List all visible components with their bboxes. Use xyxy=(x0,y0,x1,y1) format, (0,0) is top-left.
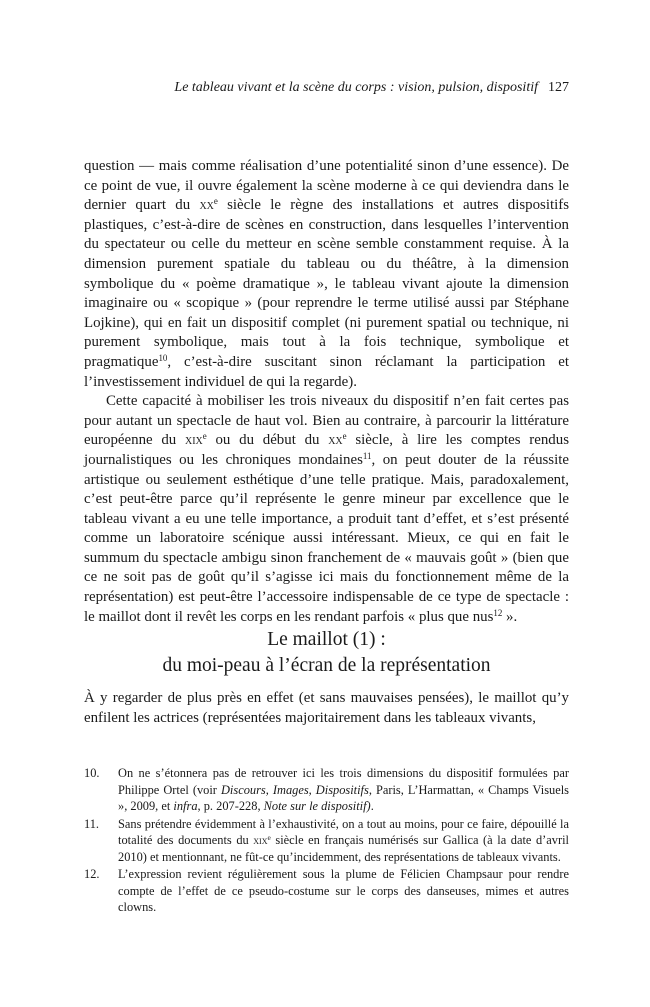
paragraph-2-text-e: ». xyxy=(502,608,518,625)
century-superscript: e xyxy=(213,196,218,207)
paragraph-1-text-a: question — mais comme réalisation d’une potentialité sinon d’une essence). De ce point de vue, il ouvre également la scène moderne à ce qui deviendra dans le dernier quart du xyxy=(84,158,569,214)
footnote-10-text-a: On ne s’étonnera pas de retrouver ici les trois dimensions du dispositif formulées par Philippe Ortel (voir xyxy=(118,766,569,797)
section-heading xyxy=(84,627,569,679)
footnote-10-book-title: Discours, Images, Dispositifs xyxy=(220,782,369,797)
footnote-10-year: 2009 xyxy=(130,799,156,813)
section-body xyxy=(84,689,569,728)
paragraph-2-text-b: ou du début du xyxy=(206,432,329,449)
paragraph-1-text-b: siècle le règne des installations et autres dispositifs plastiques, c’est-à-dire de scènes en construction, dans lesquelles l’intervention du spectateur ou celle du metteur en scène semble constamment requise. À la dimension purement spatiale du tableau ou du théâtre, à la dimension symbolique du « poème dramatique », le tableau vivant ajoute la dimension imaginaire ou « scopique » (pour reprendre le terme utilisé aussi par Stéphane Lojkine), qui en fait un dispositif complet (ni purement spatial ou technique, ni purement symbolique, mais tout à la fois technique, symbolique et pragmatique xyxy=(84,197,569,370)
footnote-number: 10. xyxy=(84,766,100,780)
footnote-10-text-c: , et xyxy=(155,799,174,813)
century-superscript: e xyxy=(267,832,271,842)
footnote-10-text-e: , xyxy=(257,799,264,813)
paragraph-2 xyxy=(84,392,569,627)
section-heading-line-1: Le maillot (1) : xyxy=(267,629,386,650)
footnotes xyxy=(84,765,569,917)
footnote-text xyxy=(118,816,569,866)
footnote-11-text-c: ) et mentionnant, ne fût-ce qu’incidemment, des représentations de tableaux vivants. xyxy=(142,849,561,864)
section-heading-line-2: du moi-peau à l’écran de la représentation xyxy=(162,655,491,676)
footnote-10-note-title: Note sur le dispositif) xyxy=(263,799,371,813)
footnote-10 xyxy=(84,765,569,815)
footnote-10-text-f: . xyxy=(370,799,374,813)
footnote-11-text-b: siècle en français numérisés sur Gallica (à la date d’avril xyxy=(270,833,569,847)
paragraph-3: À y regarder de plus près en effet (et sans mauvaises pensées), le maillot qu’y enfilent les actrices (représentées majoritairement dans les tableaux vivants, xyxy=(84,690,569,726)
century-numeral: xix xyxy=(253,833,268,847)
paragraph-2-text-d: , on peut douter de la réussite artistique ou seulement esthétique d’une telle pratique. Mais, paradoxalement, c’est peut-être parce qu’il représente le genre mineur par excellence que le tableau vivant a eu une telle importance, a produit tant d’effet, et s’est présenté comme un laboratoire scénique aussi intéressant. Mieux, ce qui en fait le summum du spectacle ambigu sinon franchement de « mauvais goût » (bien que ce ne soit pas de goût qu’il s’agisse ici mais du fonctionnement même de la représentation) est peut-être l’accessoire indispensable de ce type de spectacle : le maillot dont il revêt les corps en les rendant parfois « plus que nus xyxy=(84,451,569,625)
footnote-ref-12[interactable]: 12 xyxy=(493,607,503,618)
footnote-10-text-d: , p. xyxy=(197,799,217,813)
footnote-ref-11[interactable]: 11 xyxy=(362,451,372,461)
footnote-ref-10[interactable]: 10 xyxy=(158,353,168,364)
footnote-10-text-b: , Paris, L’Harmattan, « Champs Visuels », xyxy=(118,782,569,813)
main-text xyxy=(84,157,569,627)
footnote-11-year: 2010 xyxy=(118,849,143,864)
footnote-10-infra: infra xyxy=(173,799,198,813)
paragraph-1 xyxy=(84,157,569,392)
page-number: 127 xyxy=(548,80,569,95)
century-superscript: e xyxy=(342,431,347,442)
footnote-10-pages: 207-228 xyxy=(216,799,258,813)
footnote-text: L’expression revient régulièrement sous la plume de Félicien Champsaur pour rendre compte de l’effet de ce pseudo-costume sur le corps des danseuses, mimes et autres clowns. xyxy=(118,867,569,914)
running-head-title: Le tableau vivant et la scène du corps : vision, pulsion, dispositif xyxy=(174,80,538,95)
footnote-12 xyxy=(84,866,569,916)
footnote-11 xyxy=(84,816,569,866)
running-head xyxy=(84,80,569,96)
footnote-number: 12. xyxy=(84,867,100,881)
paragraph-2-text-a: Cette capacité à mobiliser les trois niveaux du dispositif n’en fait certes pas pour autant un spectacle de haut vol. Bien au contraire, à parcourir la littérature européenne du xyxy=(84,393,569,449)
footnote-number: 11. xyxy=(84,816,100,831)
century-numeral: xx xyxy=(328,432,343,449)
century-superscript: e xyxy=(202,431,207,442)
century-numeral: xx xyxy=(199,197,214,214)
paragraph-1-text-c: , c’est-à-dire suscitant sinon réclamant la participation et l’investissement individuel de qui la regarde). xyxy=(84,353,569,390)
century-numeral: xix xyxy=(185,432,203,449)
footnote-text xyxy=(118,765,569,815)
paragraph-2-text-c: siècle, à lire les comptes rendus journalistiques ou les chroniques mondaines xyxy=(84,432,569,468)
footnote-11-text-a: Sans prétendre évidemment à l’exhaustivité, on a tout au moins, pour ce faire, dépouillé la totalité des documents du xyxy=(118,816,569,847)
